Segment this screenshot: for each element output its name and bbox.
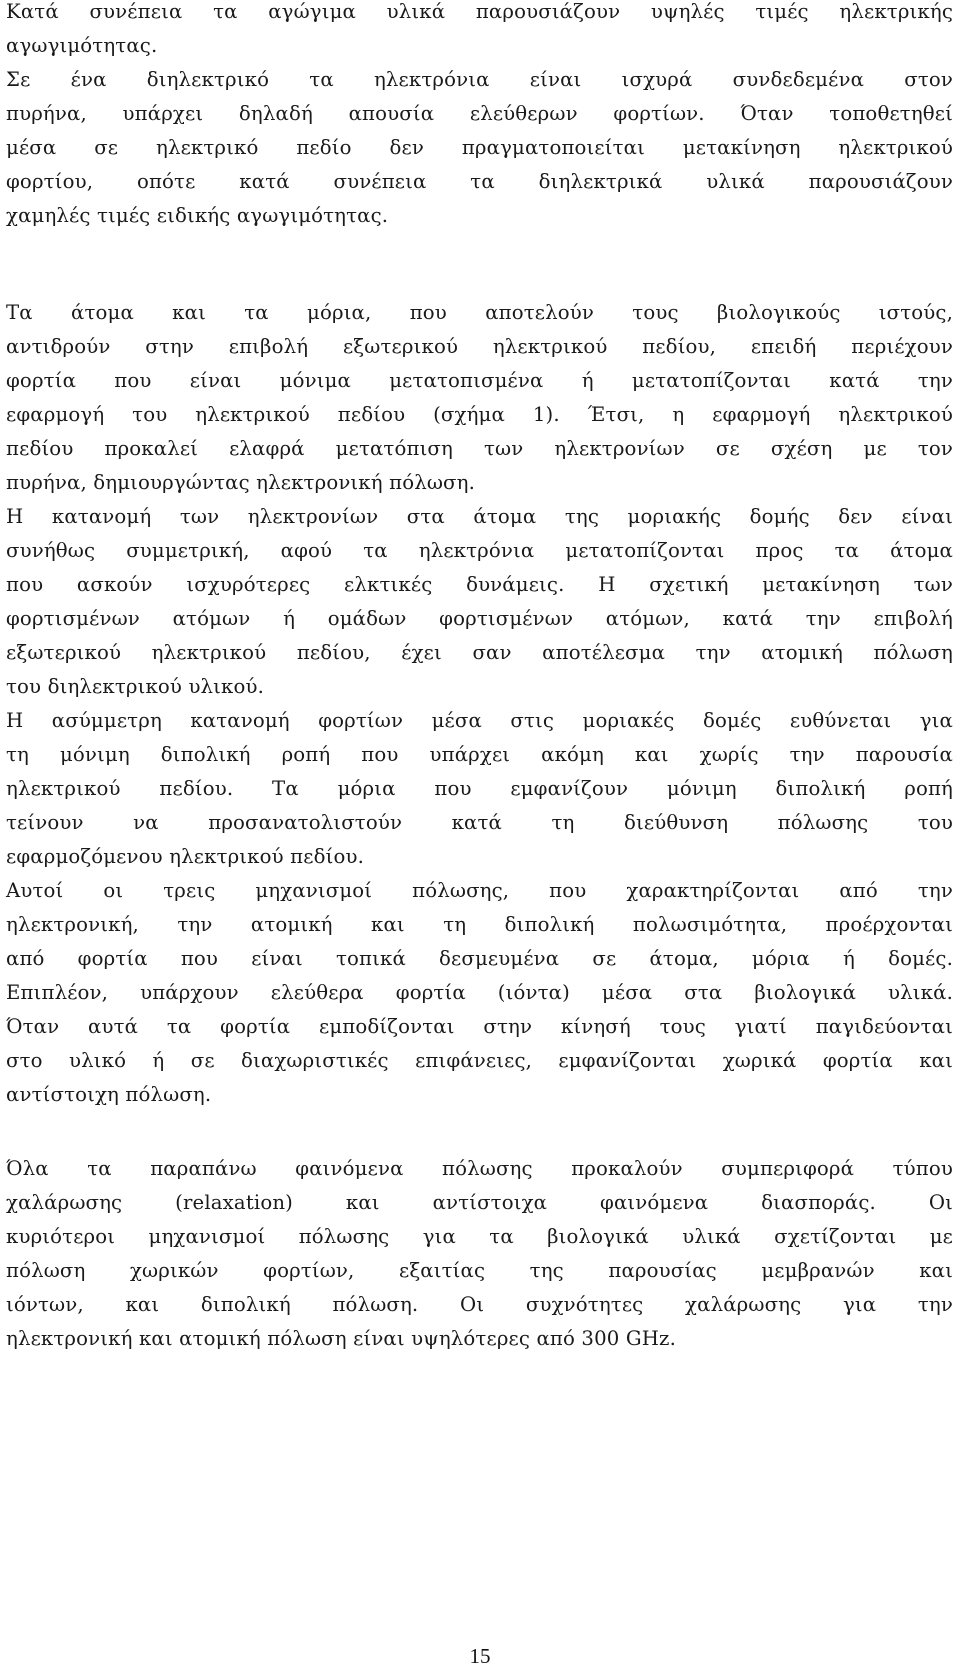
text-line: αντιδρούν στην επιβολή εξωτερικού ηλεκτρικού πεδίου, επειδή περιέχουν [6, 335, 953, 358]
text-line: φορτία που είναι μόνιμα μετατοπισμένα ή μετατοπίζονται κατά την [6, 369, 953, 392]
text-line: εξωτερικού ηλεκτρικού πεδίου, έχει σαν αποτέλεσμα την ατομική πόλωση [6, 641, 953, 664]
text-line: συνήθως συμμετρική, αφού τα ηλεκτρόνια μετατοπίζονται προς τα άτομα [6, 539, 953, 562]
text-line: Επιπλέον, υπάρχουν ελεύθερα φορτία (ιόντα) μέσα στα βιολογικά υλικά. [6, 981, 953, 1004]
text-line: ιόντων, και διπολική πόλωση. Οι συχνότητες χαλάρωσης για την [6, 1293, 953, 1316]
paragraph-spacer [6, 233, 953, 296]
text-line: Σε ένα διηλεκτρικό τα ηλεκτρόνια είναι ισχυρά συνδεδεμένα στον [6, 68, 953, 91]
text-line: Όλα τα παραπάνω φαινόμενα πόλωσης προκαλούν συμπεριφορά τύπου [6, 1157, 953, 1180]
text-line: πεδίου προκαλεί ελαφρά μετατόπιση των ηλεκτρονίων σε σχέση με τον [6, 437, 953, 460]
text-line: στο υλικό ή σε διαχωριστικές επιφάνειες, εμφανίζονται χωρικά φορτία και [6, 1049, 953, 1072]
text-line: ηλεκτρικού πεδίου. Τα μόρια που εμφανίζουν μόνιμη διπολική ροπή [6, 777, 953, 800]
page-number: 15 [469, 1644, 491, 1668]
text-line: εφαρμογή του ηλεκτρικού πεδίου (σχήμα 1). Έτσι, η εφαρμογή ηλεκτρικού [6, 403, 953, 426]
text-line: φορτίου, οπότε κατά συνέπεια τα διηλεκτρικά υλικά παρουσιάζουν [6, 170, 953, 193]
text-line: πόλωση χωρικών φορτίων, εξαιτίας της παρουσίας μεμβρανών και [6, 1259, 953, 1282]
text-line: Η ασύμμετρη κατανομή φορτίων μέσα στις μοριακές δομές ευθύνεται για [6, 709, 953, 732]
text-line: πυρήνα, υπάρχει δηλαδή απουσία ελεύθερων φορτίων. Όταν τοποθετηθεί [6, 102, 953, 125]
text-line: Όταν αυτά τα φορτία εμποδίζονται στην κίνησή τους γιατί παγιδεύονται [6, 1015, 953, 1038]
text-line: χαλάρωσης (relaxation) και αντίστοιχα φαινόμενα διασποράς. Οι [6, 1191, 953, 1214]
text-line: Τα άτομα και τα μόρια, που αποτελούν τους βιολογικούς ιστούς, [6, 301, 953, 324]
text-line: τείνουν να προσανατολιστούν κατά τη διεύθυνση πόλωσης του [6, 811, 953, 834]
text-line: ηλεκτρονική, την ατομική και τη διπολική πολωσιμότητα, προέρχονται [6, 913, 953, 936]
text-line: φορτισμένων ατόμων ή ομάδων φορτισμένων ατόμων, κατά την επιβολή [6, 607, 953, 630]
text-line: από φορτία που είναι τοπικά δεσμευμένα σε άτομα, μόρια ή δομές. [6, 947, 953, 970]
paragraph-spacer [6, 1112, 953, 1152]
text-line: χαμηλές τιμές ειδικής αγωγιμότητας. [6, 204, 389, 227]
text-line: Η κατανομή των ηλεκτρονίων στα άτομα της μοριακής δομής δεν είναι [6, 505, 953, 528]
text-line: μέσα σε ηλεκτρικό πεδίο δεν πραγματοποιείται μετακίνηση ηλεκτρικού [6, 136, 953, 159]
text-line: που ασκούν ισχυρότερες ελκτικές δυνάμεις. Η σχετική μετακίνηση των [6, 573, 953, 596]
text-line: αντίστοιχη πόλωση. [6, 1083, 212, 1106]
text-line: Κατά συνέπεια τα αγώγιμα υλικά παρουσιάζουν υψηλές τιμές ηλεκτρικής [6, 0, 953, 23]
text-line: ηλεκτρονική και ατομική πόλωση είναι υψηλότερες από 300 GHz. [6, 1327, 676, 1350]
text-line: Αυτοί οι τρεις μηχανισμοί πόλωσης, που χαρακτηρίζονται από την [6, 879, 953, 902]
paragraph-3 [6, 1152, 953, 1356]
text-line: κυριότεροι μηχανισμοί πόλωσης για τα βιολογικά υλικά σχετίζονται με [6, 1225, 953, 1248]
paragraph-1 [6, 0, 953, 233]
document-page [6, 0, 953, 1356]
text-line: αγωγιμότητας. [6, 34, 158, 57]
text-line: του διηλεκτρικού υλικού. [6, 675, 265, 698]
text-line: εφαρμοζόμενου ηλεκτρικού πεδίου. [6, 845, 365, 868]
text-line: τη μόνιμη διπολική ροπή που υπάρχει ακόμη και χωρίς την παρουσία [6, 743, 953, 766]
paragraph-2 [6, 296, 953, 1112]
text-line: πυρήνα, δημιουργώντας ηλεκτρονική πόλωση. [6, 471, 475, 494]
